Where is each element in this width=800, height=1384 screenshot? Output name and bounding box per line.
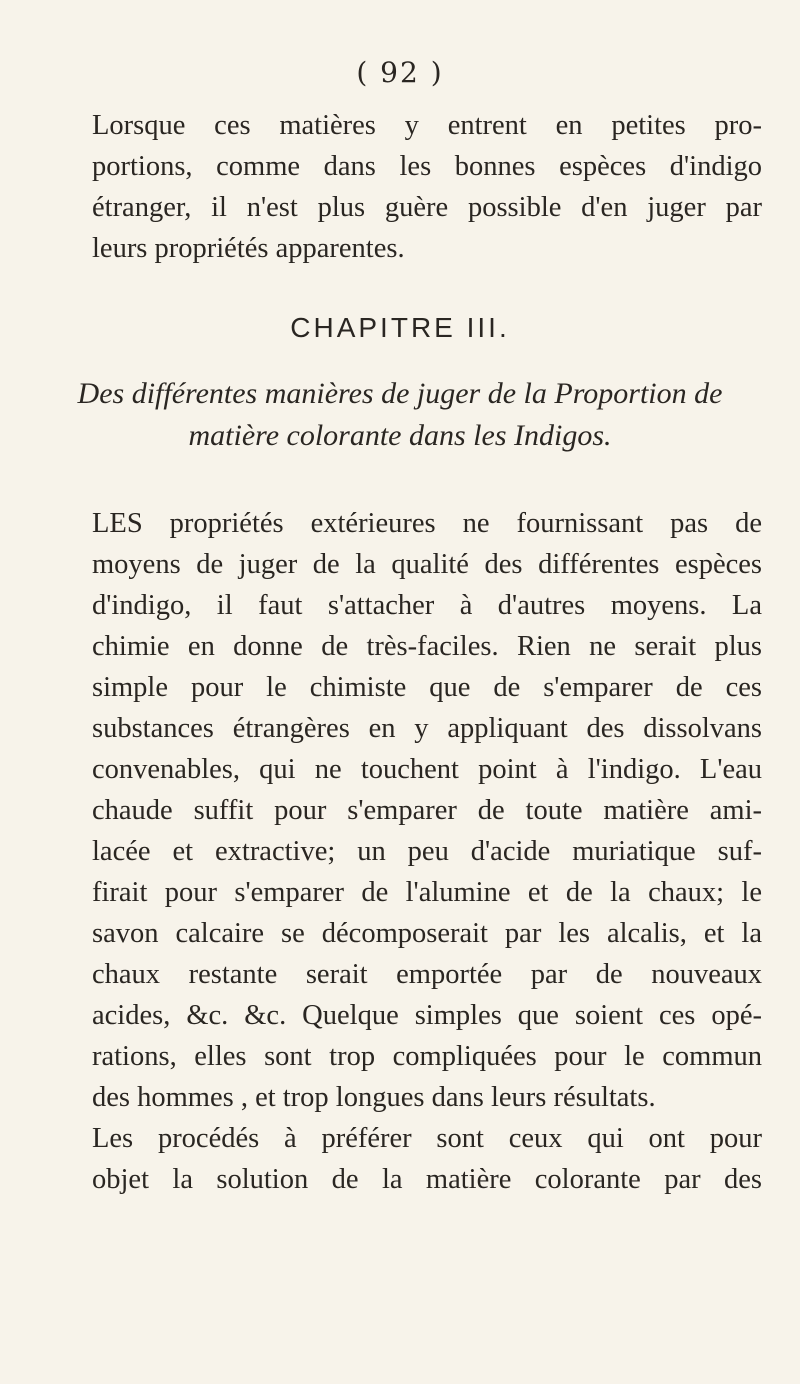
body-line-5: simple pour le chimiste que de s'emparer de ces	[92, 672, 762, 703]
chapter-heading: CHAPITRE III.	[290, 312, 510, 343]
intro-line-3: étranger, il n'est plus guère possible d'en juger par	[92, 192, 762, 223]
intro-line-1: Lorsque ces matières y entrent en petites pro-	[92, 110, 762, 141]
page-number: ( 92 )	[356, 56, 444, 89]
final-line-1: Les procédés à préférer sont ceux qui ont pour	[92, 1123, 762, 1154]
body-line-6: substances étrangères en y appliquant des dissolvans	[92, 713, 762, 744]
body-line-9: lacée et extractive; un peu d'acide muriatique suf-	[92, 836, 762, 867]
intro-line-2: portions, comme dans les bonnes espèces d'indigo	[92, 151, 762, 182]
body-line-3: d'indigo, il faut s'attacher à d'autres moyens. La	[92, 590, 762, 621]
intro-line-4: leurs propriétés apparentes.	[92, 233, 405, 264]
body-line-12: chaux restante serait emportée par de nouveaux	[92, 959, 762, 990]
body-line-10: firait pour s'emparer de l'alumine et de la chaux; le	[92, 877, 762, 908]
body-line-7: convenables, qui ne touchent point à l'indigo. L'eau	[92, 754, 762, 785]
body-line-11: savon calcaire se décomposerait par les alcalis, et la	[92, 918, 762, 949]
body-line-8: chaude suffit pour s'emparer de toute matière ami-	[92, 795, 762, 826]
body-line-4: chimie en donne de très-faciles. Rien ne serait plus	[92, 631, 762, 662]
body-line-13: acides, &c. &c. Quelque simples que soient ces opé-	[92, 1000, 762, 1031]
body-line-14: rations, elles sont trop compliquées pour le commun	[92, 1041, 762, 1072]
chapter-subtitle-line-1: Des différentes manières de juger de la Proportion de	[77, 377, 723, 410]
body-line-2: moyens de juger de la qualité des différentes espèces	[92, 549, 762, 580]
chapter-subtitle-line-2: matière colorante dans les Indigos.	[188, 419, 612, 452]
final-line-2: objet la solution de la matière colorante par des	[92, 1164, 762, 1195]
body-line-1: LES propriétés extérieures ne fournissant pas de	[92, 508, 762, 539]
body-line-15: des hommes , et trop longues dans leurs résultats.	[92, 1082, 656, 1113]
